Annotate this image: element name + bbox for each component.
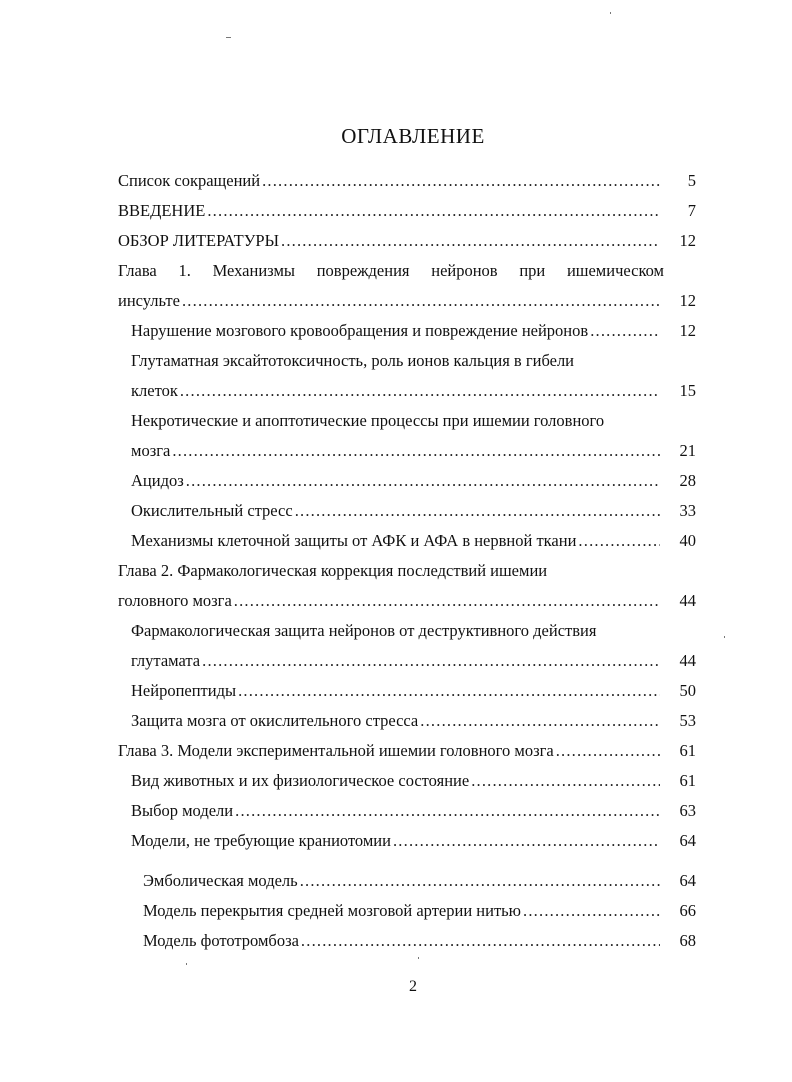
toc-leader-dots [234,591,660,611]
toc-leader-dots [238,681,660,701]
scan-speck [226,37,231,38]
toc-entry-label: Нейропептиды [131,681,237,700]
toc-entry-label: Некротические и апоптотические процессы при ишемии головного [131,411,605,430]
toc-entry-page: 7 [687,201,696,220]
toc-entry [118,466,696,496]
toc-entry-label: Выбор модели [131,801,234,820]
toc-entry [118,256,696,286]
toc-entry-page: 12 [679,231,696,250]
toc-leader-dots [295,501,660,521]
toc-leader-dots [281,231,660,251]
toc-entry [118,736,696,766]
toc-leader-dots [182,291,660,311]
toc-entry-continuation [118,436,696,466]
toc-leader-dots [471,771,660,791]
toc-entry-page: 64 [679,871,696,890]
toc-entry-page: 5 [687,171,696,190]
toc-entry-label: Глава 1. Механизмы повреждения нейронов при ишемическом [118,261,664,280]
page-number: 2 [409,978,417,995]
toc-leader-dots [186,471,660,491]
toc-entry-label: инсульте [118,291,180,310]
scan-speck [724,636,725,638]
toc-entry [118,496,696,526]
toc-entry [118,616,696,646]
toc-entry-label: головного мозга [118,591,232,610]
toc-leader-dots [300,871,660,891]
toc-entry [118,556,696,586]
scan-speck [186,963,187,965]
toc-entry-label: Глутаматная эксайтотоксичность, роль ионов кальция в гибели [131,351,575,370]
toc-leader-dots [207,201,660,221]
toc-entry [118,866,696,896]
toc-leader-dots [590,321,660,341]
toc-entry-label: ВВЕДЕНИЕ [118,201,206,220]
toc-entry-continuation [118,376,696,406]
toc-entry-label: клеток [131,381,178,400]
toc-entry [118,796,696,826]
toc-leader-dots [556,741,660,761]
toc-entry-page: 68 [679,931,696,950]
toc-leader-dots [262,171,660,191]
toc-entry-page: 40 [679,531,696,550]
toc-entry [118,676,696,706]
toc-entry-label: ОБЗОР ЛИТЕРАТУРЫ [118,231,279,250]
toc-leader-dots [523,901,660,921]
toc-entry-page: 21 [679,441,696,460]
toc-leader-dots [393,831,660,851]
toc-entry-label: Модели, не требующие краниотомии [131,831,391,850]
toc-entry-continuation [118,286,696,316]
toc-entry-label: Защита мозга от окислительного стресса [131,711,419,730]
toc-entry-page: 53 [679,711,696,730]
toc-entry-label: Нарушение мозгового кровообращения и повреждение нейронов [131,321,589,340]
toc-entry-label: Эмболическая модель [143,871,298,890]
toc-entry-label: Глава 2. Фармакологическая коррекция последствий ишемии [118,561,548,580]
toc-entry [118,316,696,346]
toc-leader-dots [578,531,660,551]
toc-entry-continuation [118,586,696,616]
toc-entry [118,346,696,376]
page-title: ОГЛАВЛЕНИЕ [341,124,485,148]
toc-leader-dots [235,801,660,821]
toc-entry-label: Модель перекрытия средней мозговой артерии нитью [143,901,522,920]
toc-entry [118,926,696,956]
toc-entry-page: 63 [679,801,696,820]
toc-entry-label: Фармакологическая защита нейронов от деструктивного действия [131,621,597,640]
toc-entry-label: Механизмы клеточной защиты от АФК и АФА в нервной ткани [131,531,577,550]
scan-speck [610,12,611,14]
toc-entry-label: Модель фототромбоза [143,931,299,950]
toc-entry [118,706,696,736]
toc-leader-dots [202,651,660,671]
toc-entry-page: 50 [679,681,696,700]
toc-entry-label: Вид животных и их физиологическое состояние [131,771,470,790]
toc-entry-page: 12 [679,321,696,340]
toc-leader-dots [180,381,660,401]
toc-entry [118,166,696,196]
toc-entry-page: 66 [679,901,696,920]
toc-entry-page: 44 [679,651,696,670]
toc-entry [118,896,696,926]
toc-entry [118,526,696,556]
toc-entry-page: 33 [679,501,696,520]
toc-entry-page: 61 [679,741,696,760]
toc-entry-page: 28 [679,471,696,490]
toc-entry [118,766,696,796]
toc-leader-dots [172,441,660,461]
toc-entry-page: 61 [679,771,696,790]
toc-entry-label: Ацидоз [131,471,184,490]
toc-leader-dots [420,711,660,731]
toc-entry-label: Окислительный стресс [131,501,293,520]
toc-entry-label: Список сокращений [118,171,261,190]
toc-entry [118,196,696,226]
toc-leader-dots [301,931,660,951]
toc-entry-label: мозга [131,441,171,460]
toc-entry-continuation [118,646,696,676]
toc-entry-page: 15 [679,381,696,400]
toc-entry [118,406,696,436]
scan-speck [418,957,419,959]
toc-entry-label: Глава 3. Модели экспериментальной ишемии головного мозга [118,741,554,760]
toc-entry-page: 44 [679,591,696,610]
toc-entry-label: глутамата [131,651,201,670]
toc-entry [118,826,696,856]
toc-entry [118,226,696,256]
toc-entry-page: 12 [679,291,696,310]
toc-entry-page: 64 [679,831,696,850]
